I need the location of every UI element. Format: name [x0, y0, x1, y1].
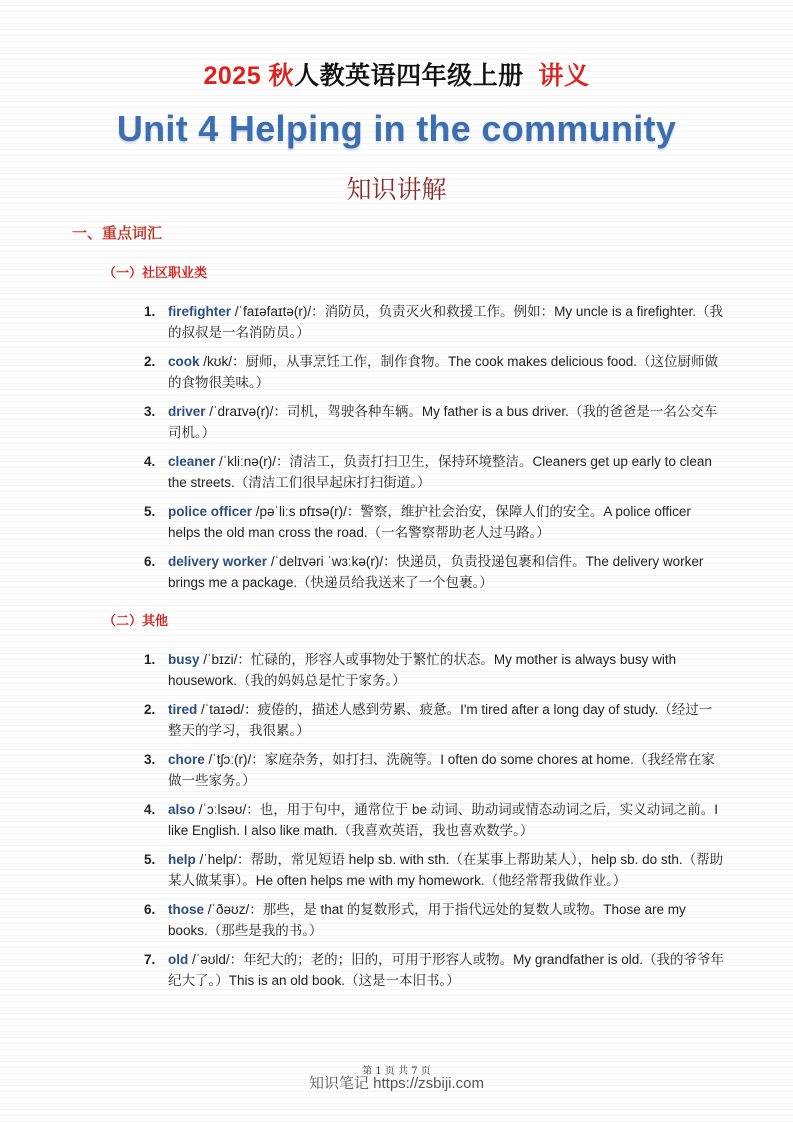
vocab-definition: /ˈkliːnə(r)/：清洁工，负责打扫卫生，保持环境整洁。Cleaners get up early to clean the streets.（清洁工们很早起床打扫街道。） — [168, 454, 712, 490]
item-number: 3. — [144, 752, 156, 767]
list-item — [140, 451, 725, 493]
vocab-word: delivery worker — [168, 554, 268, 569]
vocab-word: cook — [168, 354, 200, 369]
item-number: 2. — [144, 354, 156, 369]
list-item — [140, 849, 725, 891]
page-number: 第 1 页 共 7 页 — [362, 1066, 431, 1077]
vocab-definition: /kʊk/：厨师，从事烹饪工作，制作食物。The cook makes delicious food.（这位厨师做的食物很美味。） — [168, 354, 719, 390]
vocab-word: police officer — [168, 504, 253, 519]
vocab-word: firefighter — [168, 304, 232, 319]
vocab-definition: /ˈhelp/：帮助，常见短语 help sb. with sth.（在某事上帮助某人），help sb. do sth.（帮助某人做某事）。He often helps me with my homework.（他经常帮我做作业。） — [168, 852, 724, 888]
item-number: 2. — [144, 702, 156, 717]
vocab-definition: /ˈfaɪəfaɪtə(r)/：消防员，负责灭火和救援工作。例如：My uncle is a firefighter.（我的叔叔是一名消防员。） — [168, 304, 723, 340]
unit-title: Unit 4 Helping in the community — [116, 108, 677, 149]
list-item — [140, 501, 725, 543]
vocab-definition: /ˈɔːlsəʊ/：也，用于句中，通常位于 be 动词、助动词或情态动词之后，实义动词之前。I like English. I also like math.（我喜欢英语，我也喜欢数学。） — [168, 802, 718, 838]
list-item — [140, 301, 725, 343]
item-number: 7. — [144, 952, 156, 967]
title-tag: 讲义 — [538, 62, 590, 90]
vocab-definition: /ˈdelɪvəri ˈwɜːkə(r)/：快递员，负责投递包裹和信件。The delivery worker brings me a package.（快递员给我送来了一个包裹。） — [168, 554, 704, 590]
vocab-definition: /ˈdraɪvə(r)/：司机，驾驶各种车辆。My father is a bus driver.（我的爸爸是一名公交车司机。） — [168, 404, 718, 440]
vocab-list-jobs — [140, 301, 725, 593]
vocab-word: help — [168, 852, 196, 867]
item-number: 6. — [144, 902, 156, 917]
list-item — [140, 749, 725, 791]
vocab-definition: /ˈtaɪəd/：疲倦的，描述人感到劳累、疲惫。I'm tired after a long day of study.（经过一整天的学习，我很累。） — [168, 702, 713, 738]
list-item — [140, 351, 725, 393]
item-number: 3. — [144, 404, 156, 419]
vocab-definition: /ˈəʊld/：年纪大的；老的；旧的，可用于形容人或物。My grandfather is old.（我的爷爷年纪大了。）This is an old book.（这是一本旧书。） — [168, 952, 724, 988]
section-subtitle: 知识讲解 — [346, 175, 447, 204]
item-number: 1. — [144, 304, 156, 319]
vocab-word: also — [168, 802, 196, 817]
title-year: 2025 秋 — [203, 62, 295, 90]
vocab-word: chore — [168, 752, 205, 767]
vocab-definition: /ˈbɪzi/：忙碌的，形容人或事物处于繁忙的状态。My mother is always busy with housework.（我的妈妈总是忙于家务。） — [168, 652, 677, 688]
list-item — [140, 649, 725, 691]
item-number: 5. — [144, 852, 156, 867]
vocab-list-others — [140, 649, 725, 991]
vocab-word: old — [168, 952, 189, 967]
vocab-definition: /ˈtʃɔː(r)/：家庭杂务，如打扫、洗碗等。I often do some chores at home.（我经常在家做一些家务。） — [168, 752, 715, 788]
vocab-word: busy — [168, 652, 200, 667]
item-number: 6. — [144, 554, 156, 569]
group-heading-community-jobs: （一）社区职业类 — [103, 265, 208, 280]
list-item — [140, 699, 725, 741]
vocab-word: those — [168, 902, 205, 917]
item-number: 4. — [144, 454, 156, 469]
vocab-word: driver — [168, 404, 206, 419]
vocab-definition: /ˈðəʊz/：那些，是 that 的复数形式，用于指代远处的复数人或物。Those are my books.（那些是我的书。） — [168, 902, 686, 938]
list-item — [140, 899, 725, 941]
list-item — [140, 401, 725, 443]
vocab-word: tired — [168, 702, 198, 717]
item-number: 4. — [144, 802, 156, 817]
title-book: 人教英语四年级上册 — [294, 62, 524, 90]
list-item — [140, 551, 725, 593]
list-item — [140, 799, 725, 841]
footer-site-link[interactable]: 知识笔记 https://zsbiji.com — [308, 1075, 485, 1092]
item-number: 1. — [144, 652, 156, 667]
document-title — [0, 56, 793, 92]
group-heading-others: （二）其他 — [103, 613, 169, 628]
section-heading-vocabulary: 一、重点词汇 — [72, 225, 163, 242]
item-number: 5. — [144, 504, 156, 519]
vocab-definition: /pəˈliːs ɒfɪsə(r)/：警察，维护社会治安，保障人们的安全。A police officer helps the old man cross the road.（一名警察帮助老人过马路。） — [168, 504, 691, 540]
vocab-word: cleaner — [168, 454, 216, 469]
list-item — [140, 949, 725, 991]
